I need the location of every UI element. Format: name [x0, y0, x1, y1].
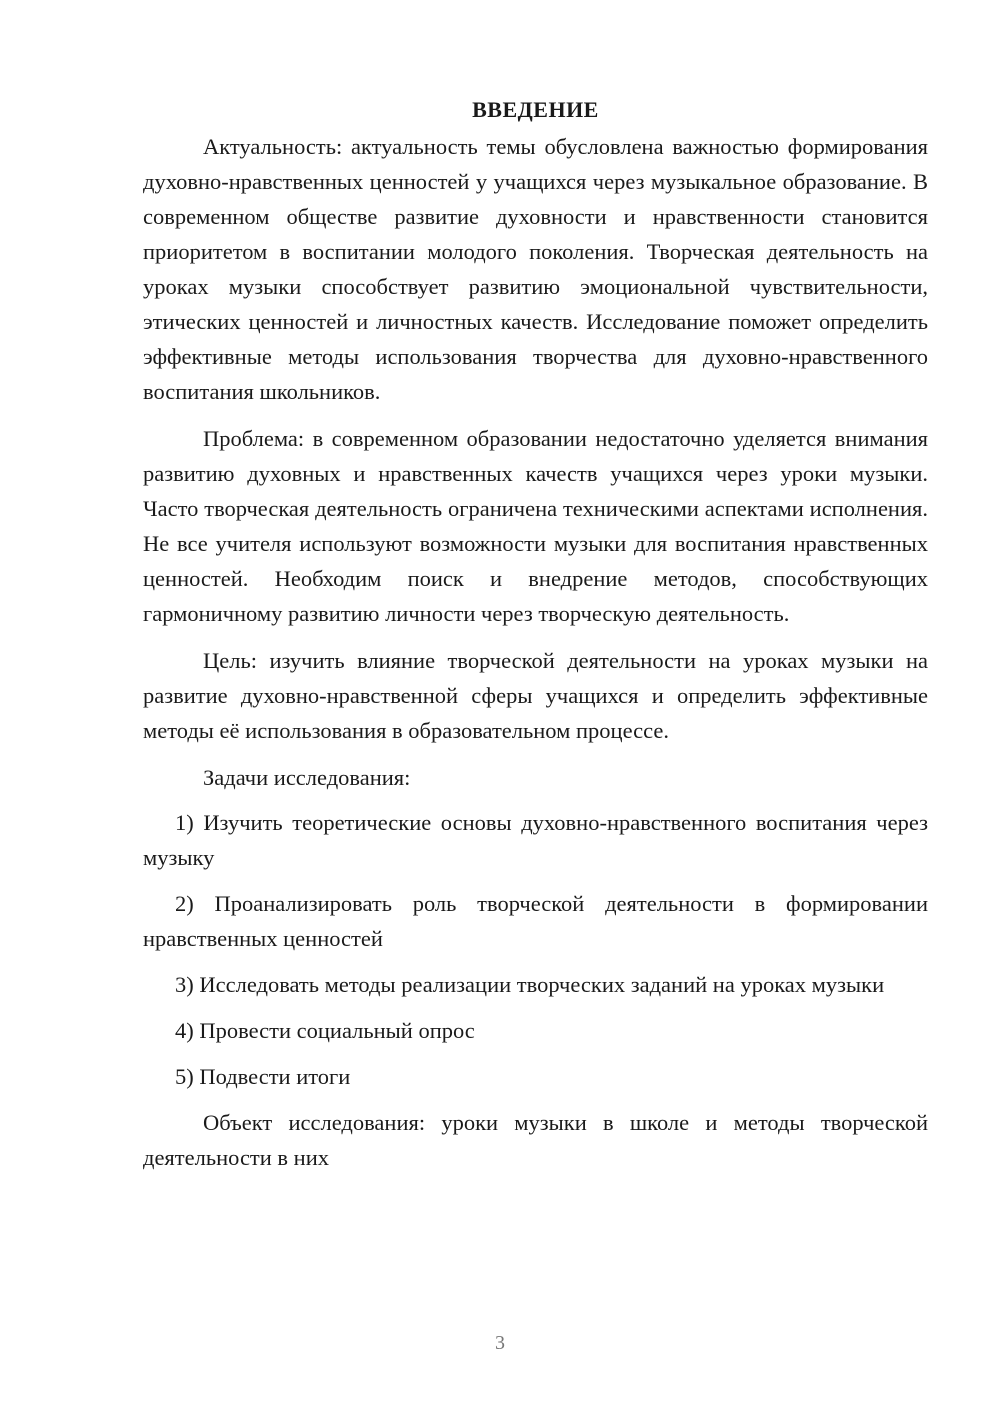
page-number: 3 — [495, 1332, 505, 1354]
task-item: 4) Провести социальный опрос — [175, 1018, 475, 1043]
tasks-label: Задачи исследования: — [203, 765, 411, 790]
object-paragraph: Объект исследования: уроки музыки в школе и методы творческой деятельности в них — [143, 1110, 928, 1170]
document-page — [143, 95, 928, 1187]
task-item: 3) Исследовать методы реализации творческих заданий на уроках музыки — [175, 972, 885, 997]
goal-paragraph: Цель: изучить влияние творческой деятельности на уроках музыки на развитие духовно-нравственной сферы учащихся и определить эффективные методы её использования в образовательном процессе. — [143, 648, 928, 743]
section-heading: ВВЕДЕНИЕ — [472, 97, 599, 122]
task-item: 1) Изучить теоретические основы духовно-нравственного воспитания через музыку — [143, 810, 928, 870]
task-item: 2) Проанализировать роль творческой деятельности в формировании нравственных ценностей — [143, 891, 928, 951]
relevance-paragraph: Актуальность: актуальность темы обусловлена важностью формирования духовно-нравственных ценностей у учащихся через музыкальное образование. В современном обществе развитие духовности и нравственности становится приоритетом в воспитании молодого поколения. Творческая деятельность на уроках музыки способствует развитию эмоциональной чувствительности, этических ценностей и личностных качеств. Исследование поможет определить эффективные методы использования творчества для духовно-нравственного воспитания школьников. — [143, 134, 928, 404]
task-item: 5) Подвести итоги — [175, 1064, 351, 1089]
problem-paragraph: Проблема: в современном образовании недостаточно уделяется внимания развитию духовных и нравственных качеств учащихся через уроки музыки. Часто творческая деятельность ограничена техническими аспектами исполнения. Не все учителя используют возможности музыки для воспитания нравственных ценностей. Необходим поиск и внедрение методов, способствующих гармоничному развитию личности через творческую деятельность. — [143, 426, 928, 626]
